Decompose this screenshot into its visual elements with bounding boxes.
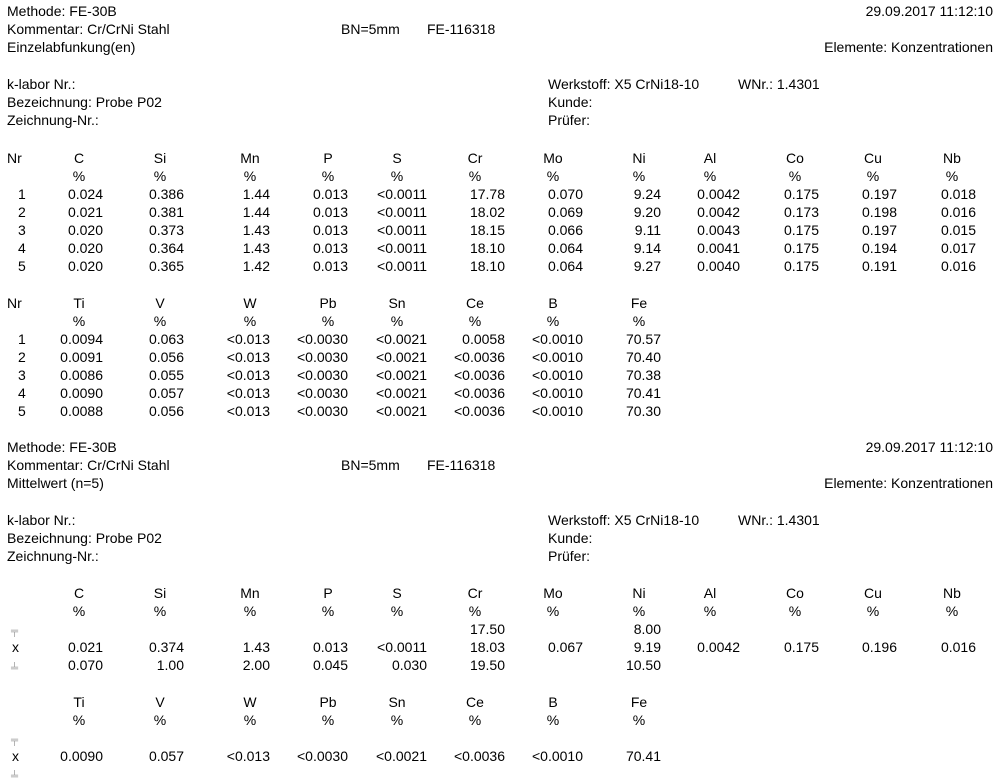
table-cell: <0.0036: [454, 403, 505, 419]
mean-cell: <0.0011: [377, 639, 427, 655]
max-cell: 2.00: [242, 657, 270, 673]
unit-label: %: [243, 712, 257, 728]
table-cell: 9.20: [633, 204, 661, 220]
element-header-ni: Ni: [632, 150, 646, 166]
elemente-label: Elemente: Konzentrationen: [824, 475, 993, 491]
unit-label: %: [390, 313, 404, 329]
unit-label: %: [468, 712, 482, 728]
element-header-cu: Cu: [864, 150, 882, 166]
klabor-label: k-labor Nr.:: [7, 76, 76, 92]
table-cell: 0.0058: [462, 331, 505, 347]
element-header-mn: Mn: [240, 585, 260, 601]
max-cell: 10.50: [625, 657, 661, 673]
max-limit-icon: ╧: [11, 771, 19, 782]
table-cell: 0.386: [148, 186, 184, 202]
table-cell: 0.0090: [60, 385, 103, 401]
table-cell: <0.0036: [454, 349, 505, 365]
unit-label: %: [243, 313, 257, 329]
kunde-label: Kunde:: [548, 94, 593, 110]
element-header-p: P: [323, 585, 333, 601]
table-cell: 0.0088: [60, 403, 103, 419]
table-cell: 0.0041: [697, 240, 740, 256]
row-number: 4: [18, 240, 26, 256]
table-cell: 9.27: [633, 258, 661, 274]
table-cell: 0.197: [861, 186, 897, 202]
table-cell: 9.14: [633, 240, 661, 256]
unit-label: %: [153, 313, 167, 329]
table-cell: 0.0094: [60, 331, 103, 347]
unit-label: %: [866, 168, 880, 184]
datetime: 29.09.2017 11:12:10: [865, 3, 993, 19]
klabor-label: k-labor Nr.:: [7, 512, 76, 528]
elemente-label: Elemente: Konzentrationen: [824, 39, 993, 55]
max-cell: 19.50: [469, 657, 505, 673]
element-header-cr: Cr: [467, 150, 483, 166]
kommentar-label: Kommentar: Cr/CrNi Stahl: [7, 21, 170, 37]
unit-label: %: [390, 712, 404, 728]
mean-cell: 0.196: [861, 639, 897, 655]
element-header-fe: Fe: [630, 295, 648, 311]
table-cell: 0.018: [940, 186, 976, 202]
table-cell: <0.0030: [297, 367, 348, 383]
table-cell: <0.0036: [454, 385, 505, 401]
mean-cell: 70.41: [625, 748, 661, 764]
element-header-ti: Ti: [73, 295, 85, 311]
table-cell: 0.013: [312, 222, 348, 238]
mean-cell: <0.013: [226, 748, 270, 764]
element-header-p: P: [323, 150, 333, 166]
table-cell: <0.0010: [532, 367, 583, 383]
table-cell: <0.0021: [376, 385, 427, 401]
element-header-mo: Mo: [543, 585, 563, 601]
table-cell: <0.0021: [376, 403, 427, 419]
table-cell: 17.78: [469, 186, 505, 202]
mean-cell: 0.175: [783, 639, 819, 655]
unit-label: %: [72, 313, 86, 329]
table-cell: 0.066: [547, 222, 583, 238]
table-cell: 0.064: [547, 240, 583, 256]
kunde-label: Kunde:: [548, 530, 593, 546]
element-header-mn: Mn: [240, 150, 260, 166]
row-number: 5: [18, 403, 26, 419]
table-cell: 0.013: [312, 186, 348, 202]
table-cell: 0.056: [148, 349, 184, 365]
table-cell: 1.42: [242, 258, 270, 274]
table-cell: <0.0011: [377, 222, 427, 238]
mean-cell: <0.0036: [454, 748, 505, 764]
table-cell: 70.41: [625, 385, 661, 401]
table-cell: 0.013: [312, 204, 348, 220]
fe-id: FE-116318: [427, 21, 496, 37]
table-cell: <0.0030: [297, 331, 348, 347]
table-cell: <0.013: [226, 331, 270, 347]
unit-label: %: [632, 603, 646, 619]
table-cell: <0.013: [226, 349, 270, 365]
element-header-pb: Pb: [319, 694, 337, 710]
unit-label: %: [72, 603, 86, 619]
table-cell: 0.175: [783, 240, 819, 256]
datetime: 29.09.2017 11:12:10: [865, 439, 993, 455]
table-cell: <0.0021: [376, 367, 427, 383]
table-cell: 0.197: [861, 222, 897, 238]
werkstoff-label: Werkstoff: X5 CrNi18-10: [548, 76, 700, 92]
nr-header: Nr: [7, 295, 22, 311]
table-cell: 0.015: [940, 222, 976, 238]
element-header-b: B: [548, 694, 558, 710]
unit-label: %: [153, 603, 167, 619]
unit-label: %: [321, 313, 335, 329]
unit-label: %: [546, 313, 560, 329]
table-cell: <0.0011: [377, 204, 427, 220]
unit-label: %: [632, 313, 646, 329]
max-limit-icon: ╧: [11, 663, 19, 674]
element-header-si: Si: [153, 585, 167, 601]
mean-cell: 9.19: [633, 639, 661, 655]
mean-cell: 0.0090: [60, 748, 103, 764]
mean-cell: 0.374: [148, 639, 184, 655]
table-cell: 0.064: [547, 258, 583, 274]
table-cell: 1.43: [242, 240, 270, 256]
mean-cell: 0.067: [547, 639, 583, 655]
table-cell: 0.055: [148, 367, 184, 383]
element-header-si: Si: [153, 150, 167, 166]
unit-label: %: [468, 168, 482, 184]
table-cell: 0.191: [861, 258, 897, 274]
table-cell: 0.381: [148, 204, 184, 220]
table-cell: 70.57: [625, 331, 661, 347]
table-cell: <0.013: [226, 367, 270, 383]
element-header-ce: Ce: [466, 694, 484, 710]
wnr-label: WNr.: 1.4301: [738, 512, 820, 528]
unit-label: %: [703, 168, 717, 184]
mean-cell: 0.0042: [697, 639, 740, 655]
element-header-fe: Fe: [630, 694, 648, 710]
table-cell: 1.44: [242, 186, 270, 202]
table-cell: 0.020: [67, 258, 103, 274]
table-cell: 0.070: [547, 186, 583, 202]
unit-label: %: [243, 603, 257, 619]
table-cell: <0.0030: [297, 403, 348, 419]
element-header-cu: Cu: [864, 585, 882, 601]
table-cell: 0.175: [783, 258, 819, 274]
methode-label: Methode: FE-30B: [7, 3, 117, 19]
min-cell: 17.50: [469, 621, 505, 637]
table-cell: 18.15: [469, 222, 505, 238]
mean-cell: 0.021: [67, 639, 103, 655]
unit-label: %: [788, 603, 802, 619]
unit-label: %: [72, 168, 86, 184]
table-cell: 0.016: [940, 258, 976, 274]
mean-cell: 18.03: [469, 639, 505, 655]
methode-label: Methode: FE-30B: [7, 439, 117, 455]
element-header-ce: Ce: [466, 295, 484, 311]
table-cell: 0.373: [148, 222, 184, 238]
element-header-nb: Nb: [943, 150, 961, 166]
row-number: 3: [18, 367, 26, 383]
bezeichnung-label: Bezeichnung: Probe P02: [7, 530, 162, 546]
unit-label: %: [945, 168, 959, 184]
row-number: 3: [18, 222, 26, 238]
mean-cell: <0.0010: [532, 748, 583, 764]
table-cell: <0.013: [226, 403, 270, 419]
kommentar-label: Kommentar: Cr/CrNi Stahl: [7, 457, 170, 473]
max-cell: 0.045: [312, 657, 348, 673]
row-number: 4: [18, 385, 26, 401]
element-header-sn: Sn: [388, 694, 406, 710]
fe-id: FE-116318: [427, 457, 496, 473]
zeichnung-label: Zeichnung-Nr.:: [7, 112, 99, 128]
unit-label: %: [703, 603, 717, 619]
element-header-s: S: [392, 150, 402, 166]
element-header-cr: Cr: [467, 585, 483, 601]
mean-cell: <0.0030: [297, 748, 348, 764]
table-cell: <0.0030: [297, 385, 348, 401]
table-cell: 0.194: [861, 240, 897, 256]
bn-label: BN=5mm: [341, 21, 400, 37]
element-header-v: V: [155, 295, 165, 311]
min-cell: 8.00: [633, 621, 661, 637]
element-header-c: C: [73, 150, 85, 166]
table-cell: <0.0021: [376, 331, 427, 347]
mean-cell: <0.0021: [376, 748, 427, 764]
table-cell: 0.017: [940, 240, 976, 256]
table-cell: 0.013: [312, 240, 348, 256]
table-cell: <0.0010: [532, 349, 583, 365]
element-header-s: S: [392, 585, 402, 601]
max-cell: 0.070: [67, 657, 103, 673]
nr-header: Nr: [7, 150, 22, 166]
table-cell: <0.0021: [376, 349, 427, 365]
element-header-pb: Pb: [319, 295, 337, 311]
table-cell: 0.069: [547, 204, 583, 220]
table-cell: 18.02: [469, 204, 505, 220]
table-cell: 0.175: [783, 222, 819, 238]
table-cell: 0.364: [148, 240, 184, 256]
table-cell: <0.0036: [454, 367, 505, 383]
unit-label: %: [468, 313, 482, 329]
unit-label: %: [788, 168, 802, 184]
table-cell: <0.013: [226, 385, 270, 401]
unit-label: %: [390, 603, 404, 619]
table-cell: 0.0042: [697, 186, 740, 202]
min-limit-icon: ╤: [11, 626, 19, 637]
bn-label: BN=5mm: [341, 457, 400, 473]
table-cell: 70.38: [625, 367, 661, 383]
table-cell: 0.198: [861, 204, 897, 220]
mode-label: Mittelwert (n=5): [7, 475, 104, 491]
table-cell: 0.024: [67, 186, 103, 202]
wnr-label: WNr.: 1.4301: [738, 76, 820, 92]
mean-cell: 1.43: [242, 639, 270, 655]
mean-cell: 0.013: [312, 639, 348, 655]
element-header-b: B: [548, 295, 558, 311]
max-cell: 1.00: [156, 657, 184, 673]
element-header-c: C: [73, 585, 85, 601]
max-cell: 0.030: [391, 657, 427, 673]
row-number: 1: [18, 331, 26, 347]
unit-label: %: [546, 168, 560, 184]
bezeichnung-label: Bezeichnung: Probe P02: [7, 94, 162, 110]
pruefer-label: Prüfer:: [548, 548, 591, 564]
table-cell: <0.0011: [377, 186, 427, 202]
row-number: 2: [18, 204, 26, 220]
table-cell: 0.0043: [697, 222, 740, 238]
table-cell: <0.0010: [532, 331, 583, 347]
element-header-al: Al: [703, 150, 717, 166]
table-cell: 1.43: [242, 222, 270, 238]
unit-label: %: [632, 168, 646, 184]
werkstoff-label: Werkstoff: X5 CrNi18-10: [548, 512, 700, 528]
table-cell: <0.0011: [377, 258, 427, 274]
unit-label: %: [866, 603, 880, 619]
element-header-mo: Mo: [543, 150, 563, 166]
unit-label: %: [153, 712, 167, 728]
table-cell: 0.021: [67, 204, 103, 220]
unit-label: %: [632, 712, 646, 728]
mode-label: Einzelabfunkung(en): [7, 39, 136, 55]
element-header-w: W: [243, 295, 257, 311]
table-cell: 1.44: [242, 204, 270, 220]
table-cell: 0.0091: [60, 349, 103, 365]
row-number: 2: [18, 349, 26, 365]
table-cell: 0.175: [783, 186, 819, 202]
row-number: 5: [18, 258, 26, 274]
unit-label: %: [390, 168, 404, 184]
unit-label: %: [945, 603, 959, 619]
unit-label: %: [546, 603, 560, 619]
element-header-v: V: [155, 694, 165, 710]
min-limit-icon: ╤: [11, 735, 19, 746]
element-header-w: W: [243, 694, 257, 710]
table-cell: 0.020: [67, 222, 103, 238]
table-cell: 0.013: [312, 258, 348, 274]
element-header-nb: Nb: [943, 585, 961, 601]
table-cell: 70.30: [625, 403, 661, 419]
table-cell: 0.016: [940, 204, 976, 220]
unit-label: %: [72, 712, 86, 728]
mean-symbol: x: [12, 639, 19, 655]
table-cell: 0.020: [67, 240, 103, 256]
table-cell: 18.10: [469, 240, 505, 256]
table-cell: 0.0042: [697, 204, 740, 220]
pruefer-label: Prüfer:: [548, 112, 591, 128]
table-cell: 18.10: [469, 258, 505, 274]
zeichnung-label: Zeichnung-Nr.:: [7, 548, 99, 564]
table-cell: 9.11: [634, 222, 661, 238]
table-cell: 0.056: [148, 403, 184, 419]
unit-label: %: [546, 712, 560, 728]
table-cell: 0.057: [148, 385, 184, 401]
row-number: 1: [18, 186, 26, 202]
unit-label: %: [321, 712, 335, 728]
element-header-sn: Sn: [388, 295, 406, 311]
unit-label: %: [243, 168, 257, 184]
element-header-ti: Ti: [73, 694, 85, 710]
table-cell: 0.0086: [60, 367, 103, 383]
unit-label: %: [468, 603, 482, 619]
table-cell: <0.0011: [377, 240, 427, 256]
table-cell: 9.24: [633, 186, 661, 202]
unit-label: %: [153, 168, 167, 184]
table-cell: 0.063: [148, 331, 184, 347]
table-cell: 70.40: [625, 349, 661, 365]
table-cell: <0.0010: [532, 403, 583, 419]
element-header-co: Co: [786, 585, 804, 601]
element-header-ni: Ni: [632, 585, 646, 601]
table-cell: 0.0040: [697, 258, 740, 274]
element-header-al: Al: [703, 585, 717, 601]
element-header-co: Co: [786, 150, 804, 166]
mean-cell: 0.016: [940, 639, 976, 655]
table-cell: 0.365: [148, 258, 184, 274]
unit-label: %: [321, 603, 335, 619]
mean-cell: 0.057: [148, 748, 184, 764]
table-cell: <0.0030: [297, 349, 348, 365]
table-cell: 0.173: [783, 204, 819, 220]
unit-label: %: [321, 168, 335, 184]
table-cell: <0.0010: [532, 385, 583, 401]
mean-symbol: x: [12, 748, 19, 764]
